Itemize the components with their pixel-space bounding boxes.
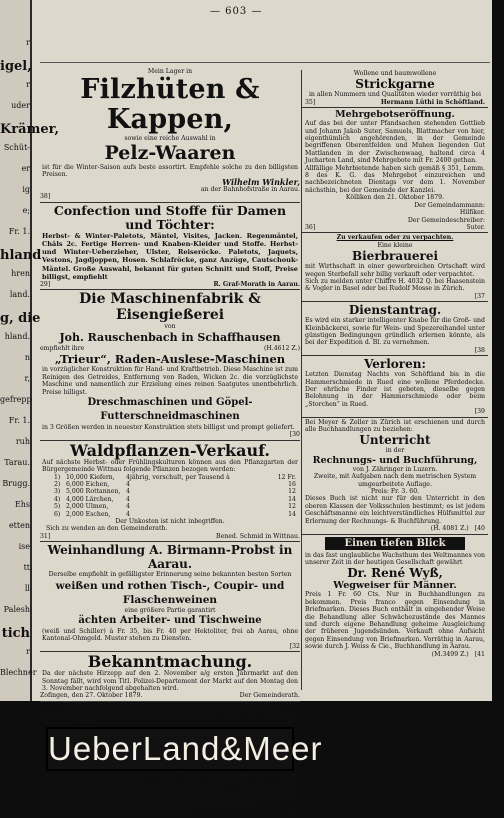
wald-cell: 4	[126, 488, 130, 496]
ad-mehrgebot	[302, 109, 488, 231]
confection-title: Confection und Stoffe für Damen und Töchter:	[53, 202, 287, 232]
wein-item: ächten Arbeiter- und Tischweine	[78, 615, 262, 626]
prev-fragment: uder	[11, 101, 30, 110]
wald-cell: 6,000 Eichen,	[66, 480, 110, 488]
prev-fragment: r	[26, 80, 30, 89]
wald-cell: 4,000 Lärchen,	[66, 495, 114, 503]
wald-cell: 14	[288, 495, 296, 503]
machine-von: von	[164, 323, 176, 331]
schule-text3: Dieses Buch ist nicht nur für den Unterricht in den oberen Klassen der Volksschulen bestimmt; es ist jedem Geschäftsmanne ein leichtverständliches Hülfsmittel zur Erlernung der Rechnungs- & Buchführung.	[305, 495, 485, 525]
machine-text: in vorzüglicher Konstruktion für Hand- und Kraftbetrieb. Diese Maschine ist zum Reinigen des Getreides, Entfernung von Raden, Wicken 2c. die vorzüglichste Maschine und namentlich zur Erzielung eines reinen Saatgutes unentbehrlich. Preise billigst.	[42, 366, 298, 396]
bier-sub: Eine kleine	[377, 241, 413, 249]
verloren-text: Letzten Dienstag Nachts von Schöftland bis in die Hammerschmiede in Rued eine wollene Pferdedecke. Der ehrliche Finder ist gebeten, dieselbe gegen Belohnung in der Hammerschmiede oder beim „Storchen“ in Rued.	[305, 371, 485, 408]
prev-fragment: n	[24, 353, 30, 362]
ad-waldpflanzen	[40, 442, 300, 540]
prev-fragment: Fr. 1.	[8, 227, 30, 236]
schule-author: von J. Zähringer in Luzern.	[352, 465, 438, 473]
confection-body: Herbst- & Winter-Paletots, Mäntel, Visites, Jacken. Regenmäntel, Châls 2c. Fertige Herren- und Knaben-Kleider und Stoffe. Herbst- und Winter-Ueberzieher, Ulster, Reiseröcke. Paletots, Jaquets, Vestons, Jagdjoppen, Hosen. Schlafröcke, ganz Anzüge, Cautschouk-Mäntel. Große Auswahl, bekannt für guten Schnitt und Stoff, Preise billigst, empfiehlt	[42, 231, 298, 281]
wald-cell: 12	[288, 503, 296, 511]
wald-cell: 12	[288, 488, 296, 496]
wein-num: [32	[289, 642, 300, 650]
schule-text2: Zweite, mit Aufgaben nach dem metrischen System umgearbeitete Auflage.	[313, 473, 477, 488]
hats-title: Filzhüten & Kappen,	[80, 74, 260, 136]
wein-title: Weinhandlung A. Birmann-Probst in Aarau.	[47, 543, 293, 572]
right-column	[301, 70, 488, 690]
ad-weltmann	[302, 537, 488, 658]
zeit-num: [34	[287, 810, 298, 818]
prev-fragment: Krämer,	[0, 122, 60, 137]
wald-cell: 6)	[54, 510, 61, 518]
ad-schule	[302, 419, 488, 533]
hats-intro: Mein Lager in	[147, 68, 193, 75]
prev-fragment: hren	[11, 269, 30, 278]
hats-signature: Wilhelm Winkler,	[222, 176, 300, 187]
verloren-title: Verloren:	[364, 357, 426, 372]
schule-text: Bei Meyer & Zeller in Zürich ist erschienen und durch alle Buchhandlungen zu beziehen:	[305, 418, 485, 434]
divider	[302, 107, 488, 108]
wald-cell: 2,000 Eschen,	[66, 510, 111, 518]
schule-price: Preis: Fr. 3. 60.	[370, 488, 420, 496]
mehr-title: Mehrgebotseröffnung.	[335, 109, 455, 121]
divider	[302, 355, 488, 356]
ad-hats	[40, 68, 300, 201]
machine-ref: (H.4612 Z.)	[263, 344, 300, 352]
wald-table	[40, 474, 300, 518]
wald-cell: 2,000 Ulmen,	[66, 503, 109, 511]
machine-text2: in 3 Größen werden in neuester Konstruktion stets billigst und prompt geliefert.	[42, 423, 295, 431]
mehr-place: Kölliken den 21. Oktober 1879.	[345, 194, 445, 202]
wald-row	[54, 503, 300, 510]
wald-cell: 16	[288, 480, 296, 488]
prev-fragment: Blechner	[0, 668, 37, 677]
wald-cell: 5,000 Rottannen,	[66, 488, 121, 496]
dienst-num: [38	[474, 346, 485, 354]
wein-products: weißen und rothen Tisch-, Coupir- und Flaschenweinen	[55, 579, 285, 606]
schule-ref: (H. 4081 Z.)	[430, 525, 469, 533]
wald-cell: 1)	[54, 473, 61, 481]
mehr-text2: Allfällige Mehrbietende haben sich gemäß § 351, Lemm. 8 des K. G. das Mehrgebot einzureichen und nachbezeichneten Dientags vor dem 1. November nächsthin, bei der Gemeinde der Kanzlei.	[305, 164, 485, 194]
ad-weinhandlung	[40, 543, 300, 650]
bek-title: Bekanntmachung.	[87, 652, 253, 672]
wald-row	[54, 511, 300, 518]
wald-signature: Bened. Schmid in Wittnau.	[216, 532, 300, 540]
wolle-title: Strickgarne	[355, 77, 435, 92]
confection-num: 29]	[40, 281, 51, 289]
ad-dienstantrag	[302, 303, 488, 354]
wald-cell: 3)	[54, 488, 61, 496]
wolle-num: 35]	[305, 98, 316, 106]
weltmann-num: [41	[474, 650, 485, 658]
mehr-name1: Hilfiker.	[459, 209, 485, 217]
bek-signature: Der Gemeinderath.	[239, 692, 300, 700]
wald-cell: 4)	[54, 495, 61, 503]
zeit-text: ist die bekannte und mit vollem Rechte so beliebte und so weit verbreitete illustrirte Familienzeitschrift	[42, 710, 298, 725]
wald-cell: 4	[126, 480, 130, 488]
wald-note: Der Unkosten ist nicht inbegriffen.	[115, 517, 225, 525]
wein-text: Derselbe empfiehlt in gefälligster Erinnerung seine bekannten besten Sorten	[48, 571, 292, 579]
schule-title2: Rechnungs- und Buchführung,	[312, 454, 478, 466]
page-number: — 603 —	[210, 6, 263, 17]
wald-cell: 12 Fr.	[277, 473, 296, 481]
weltmann-bar: Einen tiefen Blick	[325, 537, 465, 550]
zeit-text3: Probe-Nummer und Probe-Hefte des soeben beginnenden 22. Jahrgangs in jeder Buchhandlung vorräthig. Alle Buchhandlungen und alle Postämter nehmen Bestellungen an; letztere jedoch nur auf die wöchentliche Ausgabe.	[42, 787, 298, 810]
wald-cell: 10,000 Kiefern,	[66, 473, 115, 481]
bier-num: [37	[474, 292, 485, 300]
wald-num: 31]	[40, 532, 51, 540]
wald-row	[54, 496, 300, 503]
bier-text2: Sich zu melden unter Chiffre H. 4032 Q. bei Haasenstein & Vogler in Basel oder bei Rudolf Mosse in Zürich.	[305, 277, 485, 293]
wald-row	[54, 481, 300, 488]
weltmann-text2: Preis 1 Fr. 60 Cts. Nur in Buchhandlungen zu bekommen. Preis franco gegen Einsendung in Briefmarken. Dieses Buch enthält in eingehender Weise die Behandlung aller Schwächezustände des Mannes und durch eigene Behandlung geheime Ausgleichung der früheren Jugendsünden. Verkauft ohne Aufsicht gegen Einsendung von Briefmarken. Vorräthig in Aarau, sowie durch J. Weiss & Cie., Buchhandlung in Aarau.	[305, 591, 485, 651]
prev-fragment: Schüt-	[3, 143, 30, 152]
bier-text: mit Wirthschaft in einer gewerbreichen Ortschaft wird wegen Sterbefall sehr billig verkauft oder verpachtet.	[305, 263, 485, 278]
divider	[40, 289, 300, 290]
ad-machine	[40, 291, 300, 438]
wald-cell: 5)	[54, 503, 61, 511]
divider	[302, 232, 488, 233]
hats-num: 38]	[40, 193, 51, 201]
prev-fragment: r	[26, 38, 30, 47]
mehr-name2: Suter.	[466, 223, 485, 231]
prev-fragment: ll	[24, 584, 30, 593]
dienst-title: Dienstantrag.	[348, 303, 442, 318]
wald-contact: Sich zu wenden an den Gemeinderath.	[46, 525, 168, 533]
mehr-sig1: Der Gemeindammann:	[414, 201, 485, 209]
ad-confection	[40, 204, 300, 289]
machine-num: [30	[289, 431, 300, 439]
prev-fragment: land.	[9, 290, 30, 299]
mehr-sig2: Der Gemeindeschreiber:	[407, 216, 485, 224]
wald-cell: 4	[126, 510, 130, 518]
divider	[302, 534, 488, 535]
prev-fragment: etten	[8, 521, 30, 530]
wald-cell: 2)	[54, 480, 61, 488]
ad-bekanntmachung	[40, 653, 300, 700]
mehr-num: 36]	[305, 223, 316, 231]
zeit-text4: In Aarau: bei Eduard Albrecht, Buchhandlung.	[42, 810, 189, 818]
bek-text: Da der nächste Hirzepp auf den 2. November a/g ersten Jahrmarkt auf den Sonntag fällt, wird vom Titl. Polizei-Departement der Markt auf den Montag den 3. November nachfolgend abgehalten wird.	[42, 670, 298, 693]
wolle-signature: Hermann Lüthi in Schöftland.	[380, 98, 485, 106]
schule-title: Unterricht	[359, 433, 431, 448]
ad-bierbrauerei	[302, 234, 488, 300]
prev-fragment: r	[26, 647, 30, 656]
prev-fragment: tt	[23, 563, 30, 572]
ad-verloren	[302, 357, 488, 415]
prev-fragment: Palesh	[3, 605, 30, 614]
wald-cell: 14	[288, 510, 296, 518]
wein-text3: (weiß und Schiller) à Fr. 35, bis Fr. 40 per Hektoliter, frei ab Aarau, ohne Kantonal-Ohmgeld. Muster stehen zu Diensten.	[42, 628, 298, 643]
dienst-text: Es wird ein starker intelligenter Knabe für die Groß- und Kleinbäckerei, sowie für Wein- und Spezereihandel unter günstigen Bedingungen gründlich erlernen könnte, als bei der Expedition d. Bl. zu vernehmen.	[305, 317, 485, 347]
prev-fragment: Brugg.	[2, 479, 30, 488]
divider	[40, 701, 300, 702]
wald-cell: 4jährig, verschult, per Tausend à	[126, 473, 230, 481]
weltmann-title: Dr. René Wyß,	[347, 566, 443, 581]
ad-zeitschrift	[40, 702, 323, 818]
wald-cell: 4	[126, 503, 130, 511]
mehr-text: Auf das bei der unter Pfandsachen stehenden Gottlieb und Johann Jakob Suter, Samuels, Blattmacher von hier, eigenthümlich angehörenden, in der Gemeinde begriffenen Oberentfelden und Muhen liegenden Gut Mattlanden in der Zwischenwaag, haltend circa 4 Jucharten Land, sind Mehrgebote mit Fr. 2400 gethan.	[305, 120, 485, 165]
divider	[302, 301, 488, 302]
bier-name: Bierbrauerei	[351, 249, 439, 264]
wein-text2: eine größere Partie garantirt	[124, 606, 216, 614]
wald-intro: Auf nächste Herbst- oder Frühlingskulturen können aus den Pflanzgarten der Bürgergemeinde Wittnau folgende Pflanzen bezogen werden:	[42, 458, 298, 474]
zeit-line: Sehr reichhaltig — sehr gut — sehr schön — und sehr billig	[67, 702, 273, 710]
divider	[40, 541, 300, 542]
ad-wolle	[302, 70, 488, 106]
machine-empf: empfiehlt ihre	[40, 344, 85, 352]
prev-fragment: ig	[22, 185, 30, 194]
machine-owner: Joh. Rauschenbach in Schaffhausen	[59, 330, 281, 344]
prev-fragment: hland.	[4, 332, 30, 341]
prev-fragment: g, die	[0, 311, 41, 326]
prev-fragment: gefrepp	[0, 395, 32, 404]
wolle-text: in allen Nummern und Qualitäten wieder vorräthig bei	[308, 91, 482, 99]
prev-fragment: r,	[24, 374, 30, 383]
prev-fragment: ise	[18, 542, 30, 551]
bek-place: Zofingen, den 27. Oktober 1879.	[40, 692, 143, 700]
machine-title: Die Maschinenfabrik & Eisengießerei	[79, 291, 261, 324]
prev-fragment: tich	[1, 626, 30, 641]
prev-fragment: e;	[22, 206, 30, 215]
schule-num: [40	[474, 525, 485, 533]
divider	[302, 417, 488, 418]
ueber-land-meer-masthead: UeberLand&Meer	[46, 727, 294, 771]
wolle-top: Wollene und baumwollene	[353, 70, 437, 77]
wald-row	[54, 474, 300, 481]
wald-title: Waldpflanzen-Verkauf.	[70, 440, 270, 460]
hats-addr: an der Bahnhofstraße in Aarau.	[200, 186, 300, 194]
machine-product: „Trieur“, Raden-Auslese-Maschinen	[54, 352, 286, 367]
hats-sub: sowie eine reiche Auswahl in	[124, 135, 216, 143]
hats-text: ist für die Winter-Saison aufs beste assortirt. Empfehle solche zu den billigsten Preisen.	[42, 163, 298, 179]
prev-fragment: ruh	[15, 437, 30, 446]
weltmann-ref: (M.3499 Z.)	[431, 650, 469, 658]
schule-sub: in der	[385, 447, 405, 455]
machine-product2: Dreschmaschinen und Göpel-Futterschneidmaschinen	[87, 396, 253, 422]
zeit-text2: Wöchentlich eine Nummer von 2½ Bogen — oder 14tägig ein Heft von 3 Bogen. Preis monatlich nur eine Mark.	[42, 773, 298, 788]
prev-fragment: hland	[0, 248, 42, 263]
hats-pelz: Pelz-Waaren	[104, 141, 236, 164]
verloren-num: [39	[474, 408, 485, 416]
prev-fragment: igel,	[0, 59, 32, 74]
wald-cell: 4	[126, 495, 130, 503]
prev-fragment: Tarau.	[4, 458, 30, 467]
prev-fragment: er	[21, 164, 30, 173]
wald-row	[54, 488, 300, 495]
weltmann-text: in das fast unglaubliche Wachsthum des Weltmannes von unserer Zeit in der heutigen Gesellschaft gewährt	[305, 551, 485, 566]
prev-fragment: Ehs	[14, 500, 30, 509]
weltmann-sub: Wegweiser für Männer.	[333, 580, 457, 592]
confection-signature: R. Graf-Morath in Aarau.	[213, 281, 300, 289]
bier-title: Zu verkaufen oder zu verpachten.	[336, 234, 454, 242]
prev-fragment: Fr. 1.	[8, 416, 30, 425]
